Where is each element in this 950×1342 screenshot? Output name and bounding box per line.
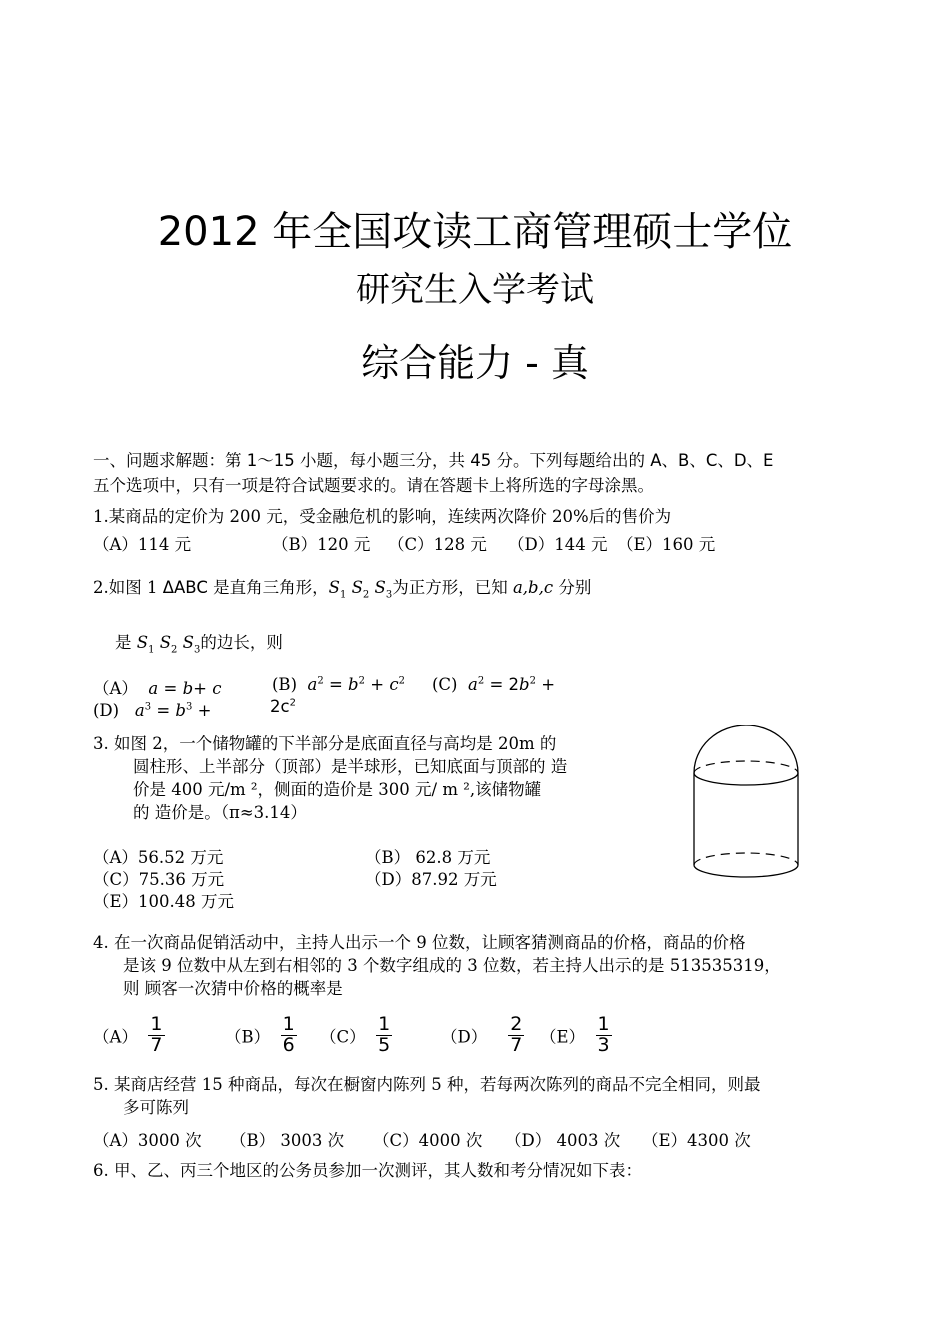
q2-stem: 2.如图 1 ΔABC 是直角三角形，$S_1$ $S_2$ $S_3$为正方形，已知 a,b,c 分别	[93, 578, 592, 601]
q3-option-e: （E）100.48 万元	[93, 892, 235, 911]
title-line-1: 2012 年全国攻读工商管理硕士学位	[157, 209, 793, 255]
q4-line-2: 是该 9 位数中从左到右相邻的 3 个数字组成的 3 位数，若主持人出示的是 513535319，	[123, 956, 781, 975]
q3-line-4: 的 造价是。（π≈3.14）	[133, 803, 307, 822]
q3-line-1: 3. 如图 2，一个储物罐的下半部分是底面直径与高均是 20m 的	[93, 734, 557, 753]
storage-tank-figure	[690, 725, 805, 895]
q2-option-c: (C) $a^2 = 2b^2$ +	[432, 675, 556, 694]
intro-line-1: 一、问题求解题：第 1～15 小题，每小题三分，共 45 分。下列每题给出的 A、B、C、D、E	[93, 451, 774, 470]
q1-stem: 1.某商品的定价为 200 元，受金融危机的影响，连续两次降价 20%后的售价为	[93, 507, 672, 526]
q5-option-a: （A）3000 次	[93, 1131, 202, 1150]
q2-option-c-continued: $2c^2$	[270, 697, 296, 716]
bottom-ellipse-front	[694, 865, 798, 877]
q3-option-a: （A）56.52 万元	[93, 848, 224, 867]
q3-line-3: 价是 400 元/m ²，侧面的造价是 300 元/ m ²,该储物罐	[133, 780, 542, 799]
q5-option-c: （C）4000 次	[373, 1131, 483, 1150]
q6-line-1: 6. 甲、乙、丙三个地区的公务员参加一次测评，其人数和考分情况如下表：	[93, 1161, 642, 1180]
q5-option-e: （E）4300 次	[642, 1131, 751, 1150]
q3-line-2: 圆柱形、上半部分（顶部）是半球形，已知底面与顶部的 造	[133, 757, 568, 776]
q4-option-d: （D） $\frac{2}{7}$	[441, 1013, 523, 1056]
q1-option-d: （D）144 元	[508, 535, 608, 554]
q2-option-d: (D) $a^3 = b^3$ +	[93, 701, 212, 720]
q4-line-1: 4. 在一次商品促销活动中，主持人出示一个 9 位数，让顾客猜测商品的价格，商品的价格	[93, 933, 746, 952]
q4-option-a: （A） $\frac{1}{7}$	[93, 1013, 163, 1056]
q5-option-d: （D） 4003 次	[505, 1131, 621, 1150]
q3-option-c: （C）75.36 万元	[93, 870, 225, 889]
q1-option-e: （E）160 元	[617, 535, 716, 554]
q2-stem-line-2: 是 $S_1$ $S_2$ $S_3$的边长，则	[115, 633, 283, 656]
q3-option-b: （B） 62.8 万元	[365, 848, 491, 867]
q5-option-b: （B） 3003 次	[230, 1131, 345, 1150]
top-ellipse-back	[694, 761, 798, 773]
q5-line-2: 多可陈列	[123, 1098, 189, 1117]
hemisphere-top	[694, 725, 798, 773]
q3-option-d: （D）87.92 万元	[365, 870, 497, 889]
q2-option-a: （A） a = b+ c	[93, 679, 222, 698]
q2-option-b: (B) $a^2 = b^2 + c^2$	[272, 675, 405, 694]
q5-line-1: 5. 某商店经营 15 种商品，每次在橱窗内陈列 5 种，若每两次陈列的商品不完全相同，则最	[93, 1075, 761, 1094]
q4-line-3: 则 顾客一次猜中价格的概率是	[123, 979, 343, 998]
title-line-3: 综合能力 - 真	[361, 341, 589, 385]
title-line-2: 研究生入学考试	[356, 270, 594, 310]
q1-option-c: （C）128 元	[388, 535, 487, 554]
bottom-ellipse-back	[694, 853, 798, 865]
q1-option-a: （A）114 元	[93, 535, 192, 554]
top-ellipse-front	[694, 773, 798, 785]
q4-option-b: （B） $\frac{1}{6}$	[225, 1013, 295, 1056]
q4-option-e: （E） $\frac{1}{3}$	[540, 1013, 610, 1056]
intro-line-2: 五个选项中，只有一项是符合试题要求的。请在答题卡上将所选的字母涂黑。	[93, 476, 654, 495]
q4-option-c: （C） $\frac{1}{5}$	[320, 1013, 391, 1056]
q1-option-b: （B）120 元	[272, 535, 371, 554]
